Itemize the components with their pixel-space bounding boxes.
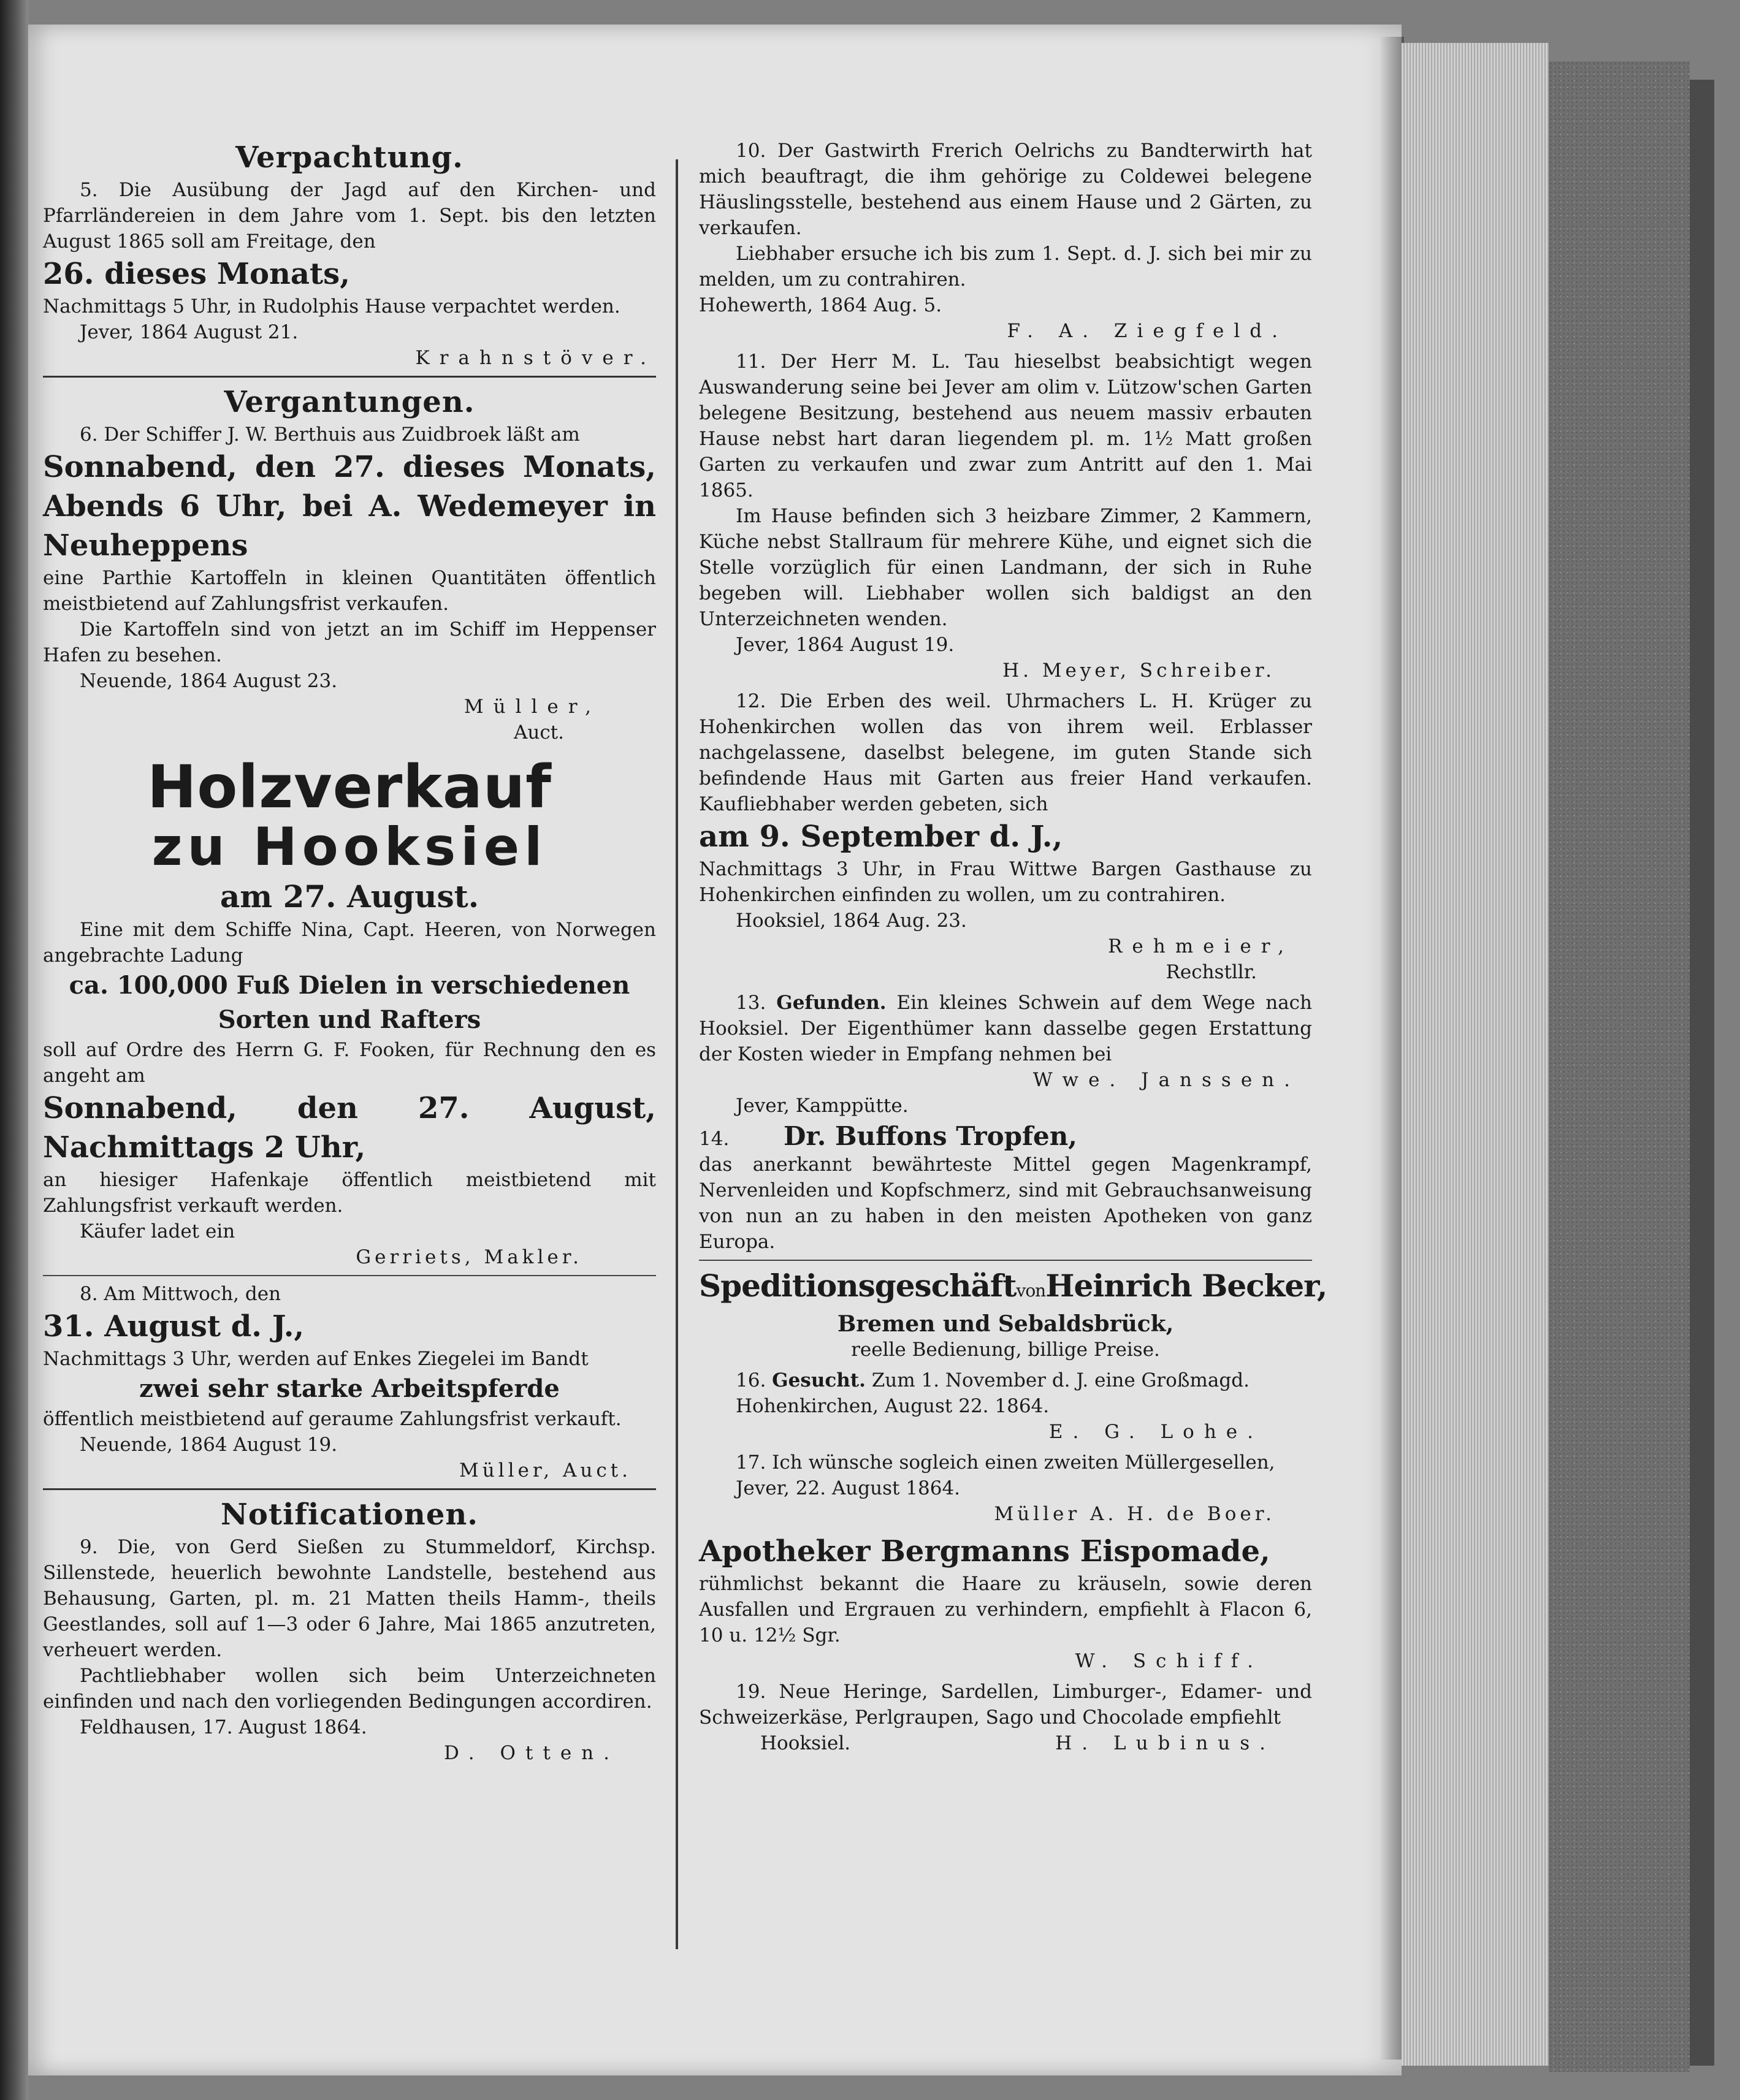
ad11-place-date: Jever, 1864 August 19.	[736, 634, 955, 656]
vergantungen-text2: eine Parthie Kartoffeln in kleinen Quantitäten öffentlich meistbietend auf Zahlungsfrist verkaufen.	[43, 567, 656, 615]
verpachtung-text2: Nachmittags 5 Uhr, in Rudolphis Hause verpachtet werden.	[43, 295, 620, 318]
ad10-text: 10. Der Gastwirth Frerich Oelrichs zu Bandterwirth hat mich beauftragt, die ihm gehörige zu Coldewei belegene Häuslingsstelle, bestehend aus einem Hause und 2 Gärten, zu verkaufen.	[699, 140, 1312, 239]
separator-rule	[699, 1260, 1312, 1261]
verpachtung-text: 5. Die Ausübung der Jagd auf den Kirchen- und Pfarrländereien in dem Jahre vom 1. Sept. bis den letzten August 1865 soll am Freitage, den	[43, 179, 656, 253]
heading-vergantungen: Vergantungen.	[224, 385, 475, 419]
ad8-text: 8. Am Mittwoch, den	[80, 1283, 281, 1305]
right-column	[699, 138, 1327, 1756]
section-ad8	[43, 1281, 656, 1483]
ad15-head	[699, 1266, 1327, 1311]
previous-page-edge	[0, 0, 28, 2100]
ad11-text2: Im Hause befinden sich 3 heizbare Zimmer, 2 Kammern, Küche nebst Stallraum für mehrere Kühe, und eignet sich die Stelle vorzüglich für einen Landmann, der sich in Ruhe begeben will. Liebhaber wollen sich baldigst an den Unterzeichneten wenden.	[699, 505, 1312, 630]
ad14-head: Dr. Buffons Tropfen,	[784, 1121, 1077, 1151]
ad14-num: 14.	[699, 1128, 730, 1150]
heading-notificationen: Notificationen.	[221, 1497, 478, 1532]
ad13-paragraph	[699, 990, 1312, 1067]
ad12-signature-title: Rechstllr.	[1166, 961, 1257, 983]
section-ad19	[699, 1679, 1312, 1756]
ad8-signature: Müller, Auct.	[459, 1459, 632, 1482]
section-ad15	[699, 1266, 1327, 1363]
ad8-bold: zwei sehr starke Arbeitspferde	[139, 1374, 560, 1403]
ad16-signature: E. G. Lohe.	[1048, 1421, 1263, 1443]
vergantungen-signature: Müller,	[464, 696, 601, 718]
ad13-place: Jever, Kamppütte.	[736, 1095, 909, 1117]
section-ad16	[699, 1368, 1312, 1445]
heading-verpachtung: Verpachtung.	[235, 140, 464, 175]
holzverkauf-signature: Gerriets, Makler.	[356, 1246, 582, 1268]
section-ad10	[699, 138, 1312, 344]
ad18-head: Apotheker Bergmanns Eispomade,	[699, 1534, 1270, 1569]
ad16-paragraph	[699, 1368, 1312, 1393]
notificationen-text: 9. Die, von Gerd Sießen zu Stummeldorf, Kirchsp. Sillenstede, heuerlich bewohnte Landstelle, bestehend aus Behausung, Garten, pl. m. 21 Matten theils Hamm-, theils Geestlandes, soll auf 1—3 oder 6 Jahre, Mai 1865 anzutreten, verheuert werden.	[43, 1536, 656, 1661]
vergantungen-big: Sonnabend, den 27. dieses Monats, Abends 6 Uhr, bei A. Wedemeyer in Neuheppens	[43, 450, 656, 563]
ad14-headline	[699, 1121, 1312, 1152]
holzverkauf-text2: soll auf Ordre des Herrn G. F. Fooken, für Rechnung den es angeht am	[43, 1039, 656, 1087]
ad17-place-date: Jever, 22. August 1864.	[736, 1477, 961, 1499]
ad16-head: Gesucht.	[772, 1369, 866, 1391]
separator-rule	[43, 376, 656, 378]
notificationen-signature: D. Otten.	[444, 1742, 619, 1764]
ad11-text: 11. Der Herr M. L. Tau hieselbst beabsichtigt wegen Auswanderung seine bei Jever am olim v. Lützow'schen Garten belegene Besitzung, bestehend aus neuem massiv erbauten Hause nebst hart daran liegendem pl. m. 1½ Matt großen Garten zu verkaufen und zwar zum Antritt auf den 1. Mai 1865.	[699, 351, 1312, 501]
section-ad13	[699, 990, 1312, 1119]
holzverkauf-line3: am 27. August.	[219, 878, 479, 915]
ad15-head-von: von	[1016, 1280, 1046, 1301]
vergantungen-signature-title: Auct.	[513, 721, 564, 744]
ad19-text: 19. Neue Heringe, Sardellen, Limburger-, Edamer- und Schweizerkäse, Perlgraupen, Sago und Chocolade empfiehlt	[699, 1681, 1312, 1729]
verpachtung-signature: Krahnstöver.	[415, 347, 656, 369]
ad19-signature: H. Lubinus.	[1055, 1732, 1275, 1754]
ad10-place-date: Hohewerth, 1864 Aug. 5.	[699, 294, 942, 316]
book-page-edges	[1402, 43, 1549, 2066]
ad11-signature: H. Meyer, Schreiber.	[1002, 660, 1275, 682]
separator-rule	[43, 1275, 656, 1276]
section-ad12	[699, 688, 1312, 985]
ad13-head: Gefunden.	[776, 992, 887, 1014]
holzverkauf-bold: ca. 100,000 Fuß Dielen in verschiedenen Sorten und Rafters	[69, 971, 630, 1034]
vergantungen-text3: Die Kartoffeln sind von jetzt an im Schiff im Heppenser Hafen zu besehen.	[43, 618, 656, 666]
verpachtung-place-date: Jever, 1864 August 21.	[80, 321, 299, 343]
vergantungen-text: 6. Der Schiffer J. W. Berthuis aus Zuidbroek läßt am	[80, 424, 580, 446]
holzverkauf-text4: Käufer ladet ein	[80, 1220, 235, 1242]
section-verpachtung	[43, 138, 656, 371]
section-ad11	[699, 349, 1312, 683]
page-gutter-shadow	[1379, 37, 1404, 2060]
holzverkauf-line1: Holzverkauf	[147, 753, 552, 821]
left-column	[43, 138, 656, 1766]
ad12-place-date: Hooksiel, 1864 Aug. 23.	[736, 910, 967, 932]
section-vergantungen	[43, 382, 656, 745]
ad18-signature: W. Schiff.	[1075, 1650, 1263, 1672]
section-ad18	[699, 1532, 1312, 1674]
ad13-text: Ein kleines Schwein auf dem Wege nach Hooksiel. Der Eigenthümer kann dasselbe gegen Erstattung der Kosten wieder in Empfang nehmen bei	[699, 992, 1313, 1065]
section-holzverkauf	[43, 753, 656, 1270]
ad8-text2: Nachmittags 3 Uhr, werden auf Enkes Ziegelei im Bandt	[43, 1348, 589, 1370]
column-divider	[676, 159, 678, 1949]
ad15-head-a: Speditionsgeschäft	[699, 1268, 1017, 1304]
ad10-signature: F. A. Ziegfeld.	[1007, 320, 1288, 342]
holzverkauf-text3: an hiesiger Hafenkaje öffentlich meistbietend mit Zahlungsfrist verkauft werden.	[43, 1169, 656, 1217]
ad13-signature: Wwe. Janssen.	[1032, 1069, 1300, 1091]
ad17-text: 17. Ich wünsche sogleich einen zweiten Müllergesellen,	[736, 1451, 1275, 1474]
verpachtung-date: 26. dieses Monats,	[43, 257, 350, 291]
ad14-text: das anerkannt bewährteste Mittel gegen Magenkrampf, Nervenleiden und Kopfschmerz, sind mit Gebrauchsanweisung von nun an zu haben in den meisten Apotheken von ganz Europa.	[699, 1154, 1312, 1253]
holzverkauf-big: Sonnabend, den 27. August, Nachmittags 2 Uhr,	[43, 1091, 656, 1165]
ad15-sub: Bremen und Sebaldsbrück,	[837, 1311, 1174, 1337]
ad16-num: 16.	[736, 1369, 766, 1391]
ad16-place-date: Hohenkirchen, August 22. 1864.	[736, 1395, 1050, 1417]
separator-rule	[43, 1488, 656, 1490]
notificationen-text2: Pachtliebhaber wollen sich beim Unterzeichneten einfinden und nach den vorliegenden Bedingungen accordiren.	[43, 1665, 656, 1713]
ad8-text3: öffentlich meistbietend auf geraume Zahlungsfrist verkauft.	[43, 1408, 622, 1430]
vergantungen-place-date: Neuende, 1864 August 23.	[80, 670, 338, 692]
ad12-text2: Nachmittags 3 Uhr, in Frau Wittwe Bargen Gasthause zu Hohenkirchen einfinden zu wollen, um zu contrahiren.	[699, 858, 1312, 906]
holzverkauf-line2: zu Hooksiel	[151, 816, 548, 878]
book-cover-edge	[1690, 80, 1714, 2066]
ad18-text: rühmlichst bekannt die Haare zu kräuseln, sowie deren Ausfallen und Ergrauen zu verhindern, empfiehlt à Flacon 6, 10 u. 12½ Sgr.	[699, 1573, 1312, 1646]
ad15-head-b: Heinrich Becker,	[1045, 1268, 1327, 1304]
holzverkauf-text: Eine mit dem Schiffe Nina, Capt. Heeren, von Norwegen angebrachte Ladung	[43, 919, 656, 967]
ad10-text2: Liebhaber ersuche ich bis zum 1. Sept. d. J. sich bei mir zu melden, um zu contrahiren.	[699, 243, 1312, 291]
ad8-place-date: Neuende, 1864 August 19.	[80, 1434, 338, 1456]
ad16-text: Zum 1. November d. J. eine Großmagd.	[871, 1369, 1250, 1391]
ad19-place: Hooksiel.	[760, 1732, 851, 1754]
ad17-signature: Müller A. H. de Boer.	[994, 1503, 1275, 1525]
ad19-footer	[699, 1730, 1312, 1756]
notificationen-place-date: Feldhausen, 17. August 1864.	[80, 1716, 367, 1738]
ad15-sub2: reelle Bedienung, billige Preise.	[851, 1339, 1160, 1361]
section-notificationen	[43, 1495, 656, 1766]
ad12-signature: Rehmeier,	[1108, 935, 1294, 957]
ad12-date: am 9. September d. J.,	[699, 820, 1063, 854]
ad12-text: 12. Die Erben des weil. Uhrmachers L. H. Krüger zu Hohenkirchen wollen das von ihrem weil. Erblasser nachgelassene, daselbst belegene, im guten Stande sich befindende Haus mit Garten aus freier Hand verkaufen. Kaufliebhaber werden gebeten, sich	[699, 690, 1312, 815]
section-ad14	[699, 1121, 1312, 1255]
section-ad17	[699, 1450, 1312, 1527]
ad13-num: 13.	[736, 992, 766, 1014]
ad8-date: 31. August d. J.,	[43, 1309, 305, 1344]
book-cover	[1549, 61, 1690, 2072]
